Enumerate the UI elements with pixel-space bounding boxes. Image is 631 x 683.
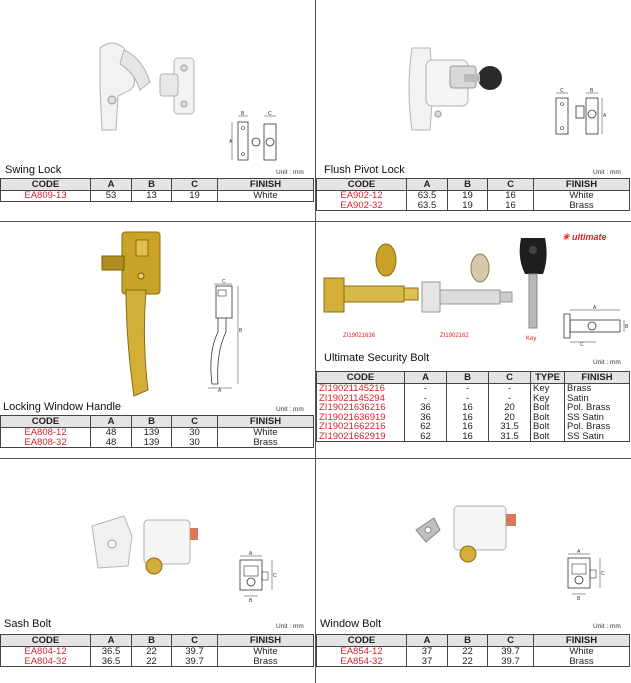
column-header: B [132,635,172,647]
table-header-row [1,635,314,647]
dim-letter: A [229,139,233,145]
table-cell: 16 [488,201,534,211]
table-cell: Bolt [531,413,565,423]
row-divider [0,221,315,222]
spec-table [0,178,314,202]
table-cell: 37 [407,647,448,657]
column-header: A [405,372,447,384]
column-header: C [172,416,218,428]
dim-letter: C [268,111,272,117]
logo-star-icon: ✳ [562,232,573,242]
row-divider [316,458,631,459]
table-cell: 62 [405,422,447,432]
unit-label: Unit : mm [593,623,621,630]
dim-letter: B [625,324,629,330]
table-cell: 22 [448,657,488,667]
dim-letter: A [603,113,607,119]
product-title: Window Bolt [320,618,382,630]
table-cell: 30 [172,428,218,438]
table-row [1,657,314,667]
column-header: FINISH [218,179,314,191]
table-cell: - [405,394,447,404]
column-header: C [172,179,218,191]
locking-window-handle-diagram [198,279,248,394]
dim-letter: B [239,328,243,334]
table-cell: 48 [91,428,132,438]
image-caption: Key [526,336,537,342]
sash-bolt-photo [88,506,198,586]
product-code: EA902-32 [317,201,407,211]
table-cell: 63.5 [407,201,448,211]
dim-letter: A [577,549,581,555]
unit-label: Unit : mm [593,169,621,176]
table-cell: White [218,191,314,202]
table-cell: White [218,647,314,657]
table-cell: - [489,394,531,404]
table-header-row [1,179,314,191]
table-cell: 19 [448,191,488,201]
product-code: EA808-32 [1,438,91,448]
table-cell: 63.5 [407,191,448,201]
column-header: CODE [1,416,91,428]
key-photo [515,234,551,334]
product-code: EA902-12 [317,191,407,201]
product-code: EA854-32 [317,657,407,667]
table-row [317,201,630,211]
table-cell: Brass [565,384,630,394]
table-cell: 39.7 [172,647,218,657]
dim-letter: C [222,279,226,285]
table-cell: White [218,428,314,438]
table-cell: 139 [132,438,172,448]
product-title: Swing Lock [5,164,62,176]
table-cell: 16 [488,191,534,201]
flush-pivot-lock-diagram [550,90,610,140]
table-cell: 48 [91,438,132,448]
column-header: A [91,635,132,647]
image-caption: ZI1902162 [440,333,469,339]
table-cell: 39.7 [488,657,534,667]
table-cell: 36 [405,403,447,413]
column-header: C [172,635,218,647]
spec-table [316,634,630,667]
dim-letter: B [249,598,253,604]
column-header: B [448,179,488,191]
table-row [1,191,314,202]
product-code: ZI19021662919 [317,432,405,442]
table-cell: 36.5 [91,657,132,667]
column-header: TYPE [531,372,565,384]
table-row [317,657,630,667]
table-cell: 22 [132,657,172,667]
table-cell: 36.5 [91,647,132,657]
dim-letter: B [577,596,581,602]
spec-table [316,371,630,442]
table-cell: Pol. Brass [565,422,630,432]
spec-table [0,634,314,667]
swing-lock-diagram [226,112,286,167]
product-title: Sash Bolt [4,618,52,630]
table-row [317,432,630,442]
column-header: C [489,372,531,384]
table-cell: Bolt [531,403,565,413]
flush-pivot-lock-photo [400,44,520,134]
table-cell: 30 [172,438,218,448]
column-header: C [488,179,534,191]
column-header: FINISH [565,372,630,384]
column-header: A [91,179,132,191]
table-row [317,647,630,657]
table-cell: Bolt [531,422,565,432]
product-code: ZI19021636919 [317,413,405,423]
security-bolt-satin-photo [418,252,518,322]
table-cell: 37 [407,657,448,667]
table-cell: Brass [534,201,630,211]
image-caption: ZI19021636 [343,333,376,339]
table-cell: White [534,191,630,201]
table-cell: 20 [489,403,531,413]
dim-letter: A [218,388,222,394]
product-code: ZI19021662216 [317,422,405,432]
dim-letter: A [593,305,597,311]
locking-window-handle-photo [100,230,170,400]
table-cell: - [405,384,447,394]
table-cell: 36 [405,413,447,423]
swing-lock-photo [90,38,220,138]
row-divider [0,458,315,459]
product-title: Locking Window Handle [3,401,122,413]
product-code: ZI19021145216 [317,384,405,394]
ultimate-logo: ✳ ultimate [562,232,607,242]
dim-letter: B [590,88,594,94]
table-cell: 31.5 [489,432,531,442]
table-header-row [317,372,630,384]
dim-letter: B [241,111,245,117]
table-header-row [1,416,314,428]
table-row [1,438,314,448]
column-header: CODE [317,179,407,191]
table-header-row [317,635,630,647]
table-cell: 16 [447,432,489,442]
product-code: ZI19021145294 [317,394,405,404]
table-cell: Brass [534,657,630,667]
table-cell: SS Satin [565,413,630,423]
unit-label: Unit : mm [276,623,304,630]
table-cell: 39.7 [488,647,534,657]
table-cell: 16 [447,403,489,413]
security-bolt-diagram [560,306,628,346]
table-cell: Brass [218,657,314,667]
table-cell: Brass [218,438,314,448]
unit-label: Unit : mm [276,169,304,176]
table-cell: 22 [132,647,172,657]
table-cell: 19 [172,191,218,202]
table-cell: - [447,394,489,404]
table-cell: - [447,384,489,394]
table-cell: 16 [447,422,489,432]
dim-letter: C [580,342,584,348]
column-header: A [91,416,132,428]
product-title: Ultimate Security Bolt [324,352,430,364]
table-cell: Bolt [531,432,565,442]
dim-letter: C [560,88,564,94]
table-cell: Pol. Brass [565,403,630,413]
column-divider [315,0,316,683]
column-header: FINISH [218,416,314,428]
unit-label: Unit : mm [593,359,621,366]
column-header: CODE [1,635,91,647]
table-header-row [317,179,630,191]
column-header: B [448,635,488,647]
table-cell: Key [531,384,565,394]
column-header: CODE [317,372,405,384]
product-code: EA804-32 [1,657,91,667]
row-divider [316,221,631,222]
sash-bolt-diagram [234,552,282,604]
table-cell: 39.7 [172,657,218,667]
table-cell: 19 [448,201,488,211]
column-header: CODE [317,635,407,647]
table-row [1,647,314,657]
table-cell: - [489,384,531,394]
product-code: EA809-13 [1,191,91,202]
table-cell: SS Satin [565,432,630,442]
table-cell: 62 [405,432,447,442]
product-code: ZI19021636216 [317,403,405,413]
unit-label: Unit : mm [276,406,304,413]
dim-letter: C [601,571,605,577]
dim-letter: A [249,551,253,557]
window-bolt-diagram [562,550,612,602]
product-code: EA808-12 [1,428,91,438]
table-cell: 20 [489,413,531,423]
table-cell: Key [531,394,565,404]
table-cell: 31.5 [489,422,531,432]
table-cell: 22 [448,647,488,657]
column-header: A [407,179,448,191]
product-title: Flush Pivot Lock [324,164,405,176]
column-header: A [407,635,448,647]
table-row [317,384,630,394]
dim-letter: C [273,573,277,579]
table-cell: 53 [91,191,132,202]
column-header: B [447,372,489,384]
table-row [1,428,314,438]
table-cell: White [534,647,630,657]
column-header: FINISH [534,179,630,191]
product-code: EA804-12 [1,647,91,657]
column-header: FINISH [534,635,630,647]
column-header: B [132,416,172,428]
table-cell: 139 [132,428,172,438]
spec-table [316,178,630,211]
column-header: C [488,635,534,647]
table-cell: 13 [132,191,172,202]
product-code: EA854-12 [317,647,407,657]
table-row [317,191,630,201]
table-cell: 16 [447,413,489,423]
spec-table [0,415,314,448]
window-bolt-photo [410,500,525,570]
table-cell: Satin [565,394,630,404]
column-header: B [132,179,172,191]
column-header: CODE [1,179,91,191]
column-header: FINISH [218,635,314,647]
